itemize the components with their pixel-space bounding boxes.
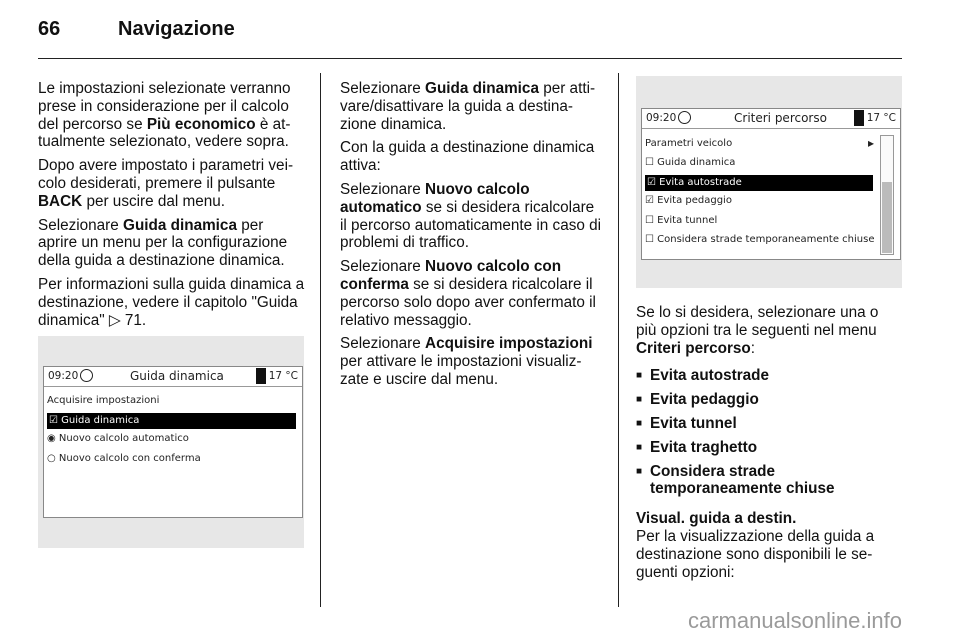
paragraph: Se lo si desidera, selezionare una o più opzioni tra le seguenti nel menu Criteri percorso: — [636, 304, 879, 357]
list-item: ■ Evita autostrade — [636, 367, 902, 385]
paragraph: Selezionare Acquisire impostazioni per attivare le impostazioni visualiz-zate e uscire dal menu. — [340, 335, 593, 388]
option-list — [636, 367, 902, 498]
temperature: 17 °C — [866, 112, 896, 124]
paragraph: Selezionare Nuovo calcolo con conferma se si desidera ricalcolare il percorso solo dopo aver confermato il relativo messaggio. — [340, 258, 596, 329]
submenu-arrow-icon: ▸ — [868, 136, 875, 150]
paragraph: Selezionare Nuovo calcolo automatico se si desidera ricalcolare il percorso automaticamente in caso di problemi di traffico. — [340, 180, 602, 252]
temperature: 17 °C — [268, 370, 298, 382]
scrollbar-thumb[interactable] — [882, 182, 892, 253]
route-icon — [80, 369, 93, 382]
display-screen — [641, 108, 901, 260]
screen-title: Guida dinamica — [130, 369, 224, 383]
menu-item-guida-dinamica[interactable]: ☑ Guida dinamica — [47, 413, 296, 429]
list-item: ■ Evita tunnel — [636, 415, 902, 433]
figure-guida-dinamica — [38, 336, 304, 548]
column-2-text — [340, 80, 604, 395]
menu-item-evita-pedaggio[interactable]: ☑ Evita pedaggio — [645, 195, 732, 206]
menu-item-nuovo-calcolo-conferma[interactable]: ○ Nuovo calcolo con conferma — [47, 453, 201, 464]
list-item: ■ Evita pedaggio — [636, 391, 902, 409]
column-divider-1 — [320, 73, 321, 607]
paragraph: Le impostazioni selezionate verranno prese in considerazione per il calcolo del percorso se Più economico è at-tualmente selezionato, vedere sopra. — [38, 80, 291, 151]
column-divider-2 — [618, 73, 619, 607]
menu-item-parametri-veicolo[interactable]: Parametri veicolo — [645, 138, 733, 149]
watermark: carmanualsonline.info — [687, 608, 902, 633]
page-title: Navigazione — [118, 18, 235, 40]
paragraph: Con la guida a destinazione dinamica attiva: — [340, 139, 595, 175]
header-divider — [38, 58, 902, 59]
menu-item-acquisire[interactable]: Acquisire impostazioni — [47, 395, 160, 406]
thermometer-icon — [854, 110, 864, 126]
figure-criteri-percorso — [636, 76, 902, 288]
scrollbar[interactable] — [880, 135, 894, 255]
list-item: ■ Considera strade temporaneamente chiuse — [636, 463, 902, 499]
status-bar — [642, 109, 900, 129]
paragraph: Selezionare Guida dinamica per aprire un menu per la configurazione della guida a destinazione dinamica. — [38, 216, 288, 270]
section-heading: Visual. guida a destin. — [636, 510, 797, 528]
thermometer-icon — [256, 368, 266, 384]
status-bar — [44, 367, 302, 387]
paragraph: Per la visualizzazione della guida a destinazione sono disponibili le se-guenti opzioni: — [636, 527, 875, 581]
column-1-text — [38, 80, 306, 335]
page-ref-arrow-icon: ▷ — [108, 311, 121, 329]
display-screen — [43, 366, 303, 518]
route-icon — [678, 111, 691, 124]
menu-item-considera-strade[interactable]: ☐ Considera strade temporaneamente chiuse — [645, 234, 875, 245]
menu-item-guida-dinamica[interactable]: ☐ Guida dinamica — [645, 157, 736, 168]
menu-item-evita-tunnel[interactable]: ☐ Evita tunnel — [645, 215, 718, 226]
menu-item-evita-autostrade[interactable]: ☑ Evita autostrade — [645, 175, 873, 191]
paragraph: Selezionare Guida dinamica per atti-vare/disattivare la guida a destina-zione dinamica. — [340, 80, 596, 133]
paragraph: Dopo avere impostato i parametri vei-colo desiderati, premere il pulsante BACK per uscire dal menu. — [38, 157, 294, 210]
paragraph: Per informazioni sulla guida dinamica a destinazione, vedere il capitolo "Guida dinamica" ▷ 71. — [38, 275, 305, 329]
column-3-text — [636, 304, 902, 587]
menu-item-nuovo-calcolo-automatico[interactable]: ◉ Nuovo calcolo automatico — [47, 433, 189, 444]
screen-title: Criteri percorso — [734, 111, 827, 125]
clock: 09:20 — [646, 112, 677, 124]
clock: 09:20 — [48, 370, 79, 382]
list-item: ■ Evita traghetto — [636, 439, 902, 457]
page-number: 66 — [38, 18, 61, 40]
